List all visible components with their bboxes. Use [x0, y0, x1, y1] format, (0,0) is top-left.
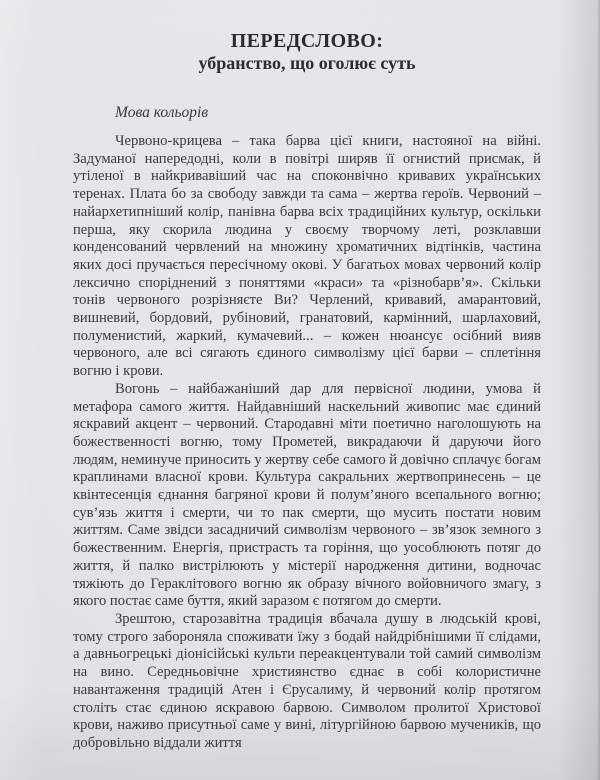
paragraph-1: Червоно-крицева – така барва цієї книги, настояної на війні. Задуманої напередодні, коли в повітрі ширяв її огнистий присмак, й утіленої в найкривавіший час на споконвічно кривавих українських теренах. Плата бо за свободу завжди та сама – жертва героїв. Червоний – найархетипніший колір, панівна барва всіх традиційних культур, оскільки перша, яку скорила людина у своєму творчому леті, розклавши конденсований червлений на множину хроматичних відтінків, частина яких досі пручається пересічному окові. У багатьох мовах червоний колір лексично споріднений з поняттями «краси» та «різнобарв’я». Скільки тонів червоного розрізняєте Ви? Черлений, кривавий, амарантовий, вишневий, бордовий, рубіновий, гранатовий, кармінний, шарлаховий, полуменистий, жаркий, кумачевий... – кожен нюансує осібний вияв червоного, але всі сягають єдиного символізму цієї барви – сплетіння вогню і крови. — [73, 133, 541, 380]
paragraph-2: Вогонь – найбажаніший дар для первісної людини, умова й метафора самого життя. Найдавніший наскельний живопис має єдиний яскравий акцент – червоний. Стародавні міти поетично наголошують на божественності вогню, тому Прометей, викрадаючи й даруючи його людям, неминуче приносить у жертву себе самого й довічно сплачує богам краплинами власної крови. Культура сакральних жертвопринесень – це квінтесенція єднання багряної крови й полум’яного всепального вогню; сув’язь життя і смерти, чи то пак смерти, що мусить постати новим життям. Саме звідси засадничий символізм червоного – зв’язок земного з божественним. Енергія, пристрасть та горіння, що уособлюють потяг до життя, й палко вистрілюють у містерії народження дитини, водночас тяжіють до Гераклітового вогню як образу вічного войовничого змагу, з якого постає саме буття, який заразом є потягом до смерти. — [73, 380, 541, 610]
page-title: ПЕРЕДСЛОВО: — [230, 30, 384, 52]
paragraph-3: Зрештою, старозавітна традиція вбачала душу в людській крові, тому строго забороняла споживати їжу з бодай найдрібнішими її слідами, а давньогрецькі діонісійські культи переакцентували той самий символізм на вино. Середньовічне християнство єднає в собі колористичне навантаження традицій Атен і Єрусалиму, й червоний колір протягом століть стає єдиною яскравою барвою. Символом пролитої Христової крови, наживо присутньої саме у вині, літургійною барвою мучеників, що добровільно віддали життя — [73, 610, 541, 751]
section-heading: Мова кольорів — [115, 104, 209, 121]
page-subtitle: убранство, що оголює суть — [198, 53, 416, 73]
page-content — [73, 30, 541, 753]
